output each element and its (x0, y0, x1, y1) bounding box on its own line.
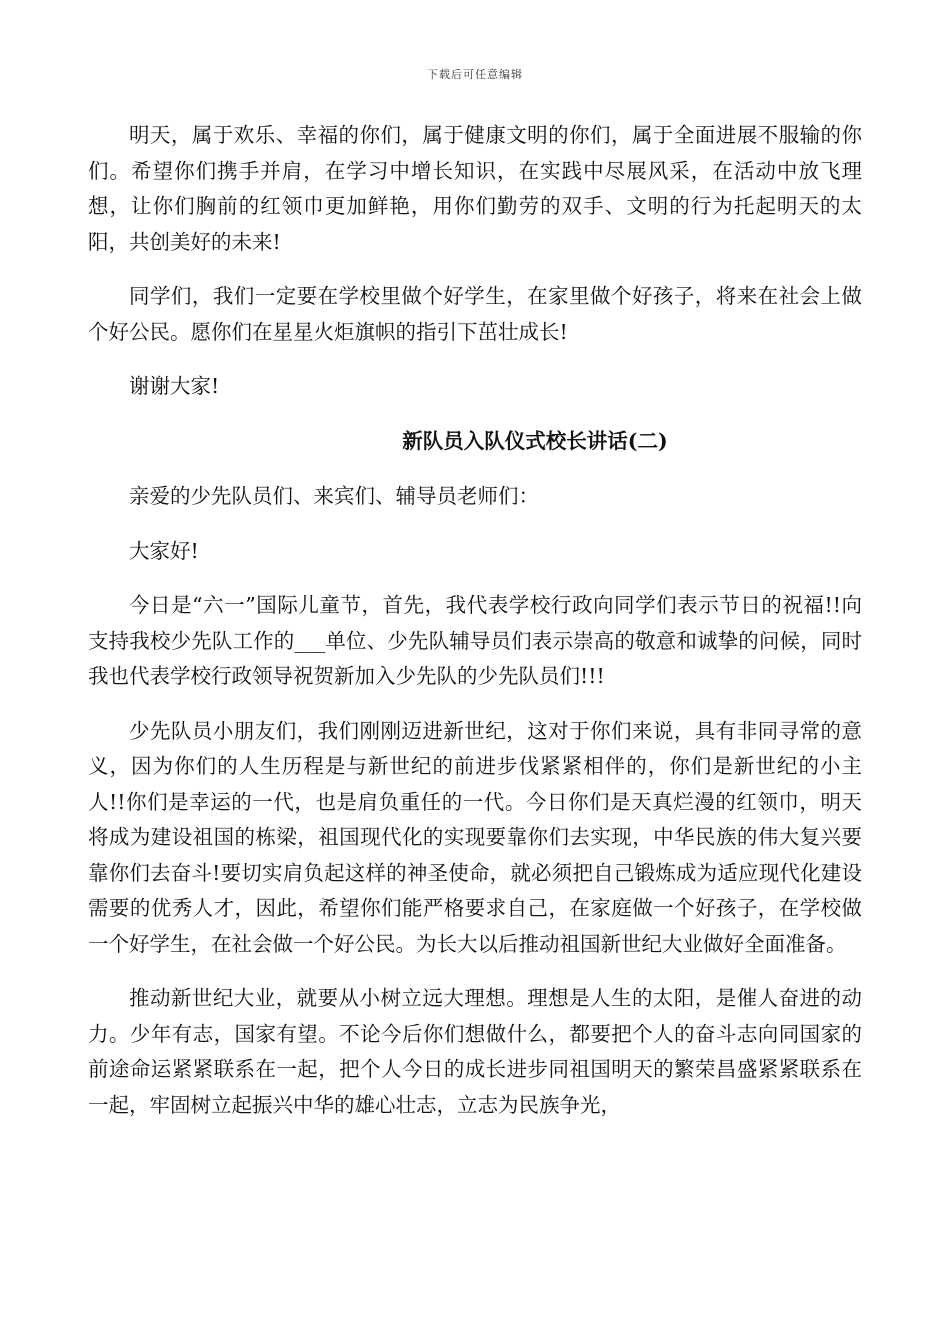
paragraph: 今日是“六一”国际儿童节，首先，我代表学校行政向同学们表示节日的祝福!!向支持我校少先队工作的___单位、少先队辅导员们表示崇高的敬意和诚挚的问候，同时我也代表学校行政领导祝贺新加入少先队的少先队员们!!! (88, 593, 862, 688)
page-header-note: 下载后可任意编辑 (427, 68, 523, 81)
paragraph: 亲爱的少先队员们、来宾们、辅导员老师们： (129, 484, 539, 508)
paragraph: 明天，属于欢乐、幸福的你们，属于健康文明的你们，属于全面进展不服输的你们。希望你们携手并肩，在学习中增长知识，在实践中尽展风采，在活动中放飞理想，让你们胸前的红领巾更加鲜艳，用你们勤劳的双手、文明的行为托起明天的太阳，共创美好的未来! (88, 123, 862, 254)
paragraph: 同学们，我们一定要在学校里做个好学生，在家里做个好孩子，将来在社会上做个好公民。愿你们在星星火炬旗帜的指引下茁壮成长! (88, 284, 862, 344)
paragraph: 推动新世纪大业，就要从小树立远大理想。理想是人生的太阳，是催人奋进的动力。少年有志，国家有望。不论今后你们想做什么，都要把个人的奋斗志向同国家的前途命运紧紧联系在一起，把个人今日的成长进步同祖国明天的繁荣昌盛紧紧联系在一起，牢固树立起振兴中华的雄心壮志，立志为民族争光， (88, 986, 862, 1117)
document-body (88, 118, 862, 1142)
paragraph: 大家好! (129, 538, 199, 563)
paragraph: 谢谢大家! (129, 374, 220, 398)
paragraph: 少先队员小朋友们，我们刚刚迈进新世纪，这对于你们来说，具有非同寻常的意义，因为你们的人生历程是与新世纪的前进步伐紧紧相伴的，你们是新世纪的小主人!!你们是幸运的一代，也是肩负重任的一代。今日你们是天真烂漫的红领巾，明天将成为建设祖国的栋梁，祖国现代化的实现要靠你们去实现，中华民族的伟大复兴要靠你们去奋斗!要切实肩负起这样的神圣使命，就必须把自己锻炼成为适应现代化建设需要的优秀人才，因此，希望你们能严格要求自己，在家庭做一个好孩子，在学校做一个好学生，在社会做一个好公民。为长大以后推动祖国新世纪大业做好全面准备。 (88, 718, 862, 956)
section-title: 新队员入队仪式校长讲话(二) (402, 428, 668, 453)
